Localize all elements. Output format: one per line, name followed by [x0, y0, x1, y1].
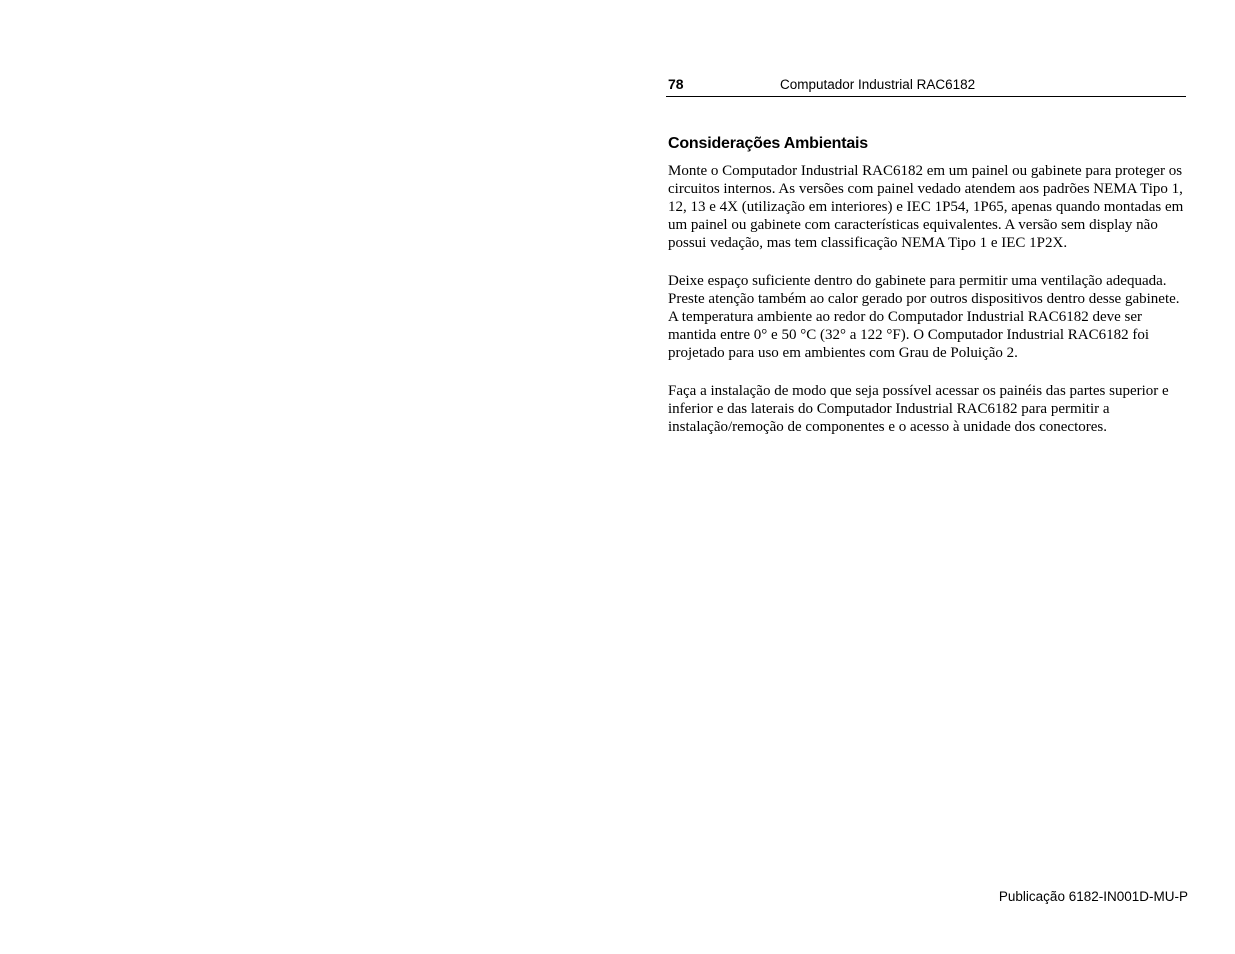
paragraph-mounting: Monte o Computador Industrial RAC6182 em um painel ou gabinete para proteger os circuitos internos. As versões com painel vedado atendem aos padrões NEMA Tipo 1, 12, 13 e 4X (utilização em interiores) e IEC 1P54, 1P65, apenas quando montadas em um painel ou gabinete com características equivalentes. A versão sem display não possui vedação, mas tem classificação NEMA Tipo 1 e IEC 1P2X. [668, 163, 1184, 251]
environmental-considerations-section [668, 134, 1192, 456]
running-title: Computador Industrial RAC6182 [780, 77, 976, 92]
page-header [666, 76, 1186, 97]
paragraph-ventilation: Deixe espaço suficiente dentro do gabinete para permitir uma ventilação adequada. Preste atenção também ao calor gerado por outros dispositivos dentro desse gabinete. A temperatura ambiente ao redor do Computador Industrial RAC6182 deve ser mantida entre 0° e 50 °C (32° a 122 °F). O Computador Industrial RAC6182 foi projetado para uso em ambientes com Grau de Poluição 2. [668, 273, 1180, 361]
section-heading: Considerações Ambientais [668, 135, 869, 152]
page-number: 78 [668, 76, 684, 92]
paragraph-access: Faça a instalação de modo que seja possível acessar os painéis das partes superior e inferior e das laterais do Computador Industrial RAC6182 para permitir a instalação/remoção de componentes e o acesso à unidade dos conectores. [668, 383, 1169, 435]
publication-footer: Publicação 6182-IN001D-MU-P [998, 889, 1188, 904]
